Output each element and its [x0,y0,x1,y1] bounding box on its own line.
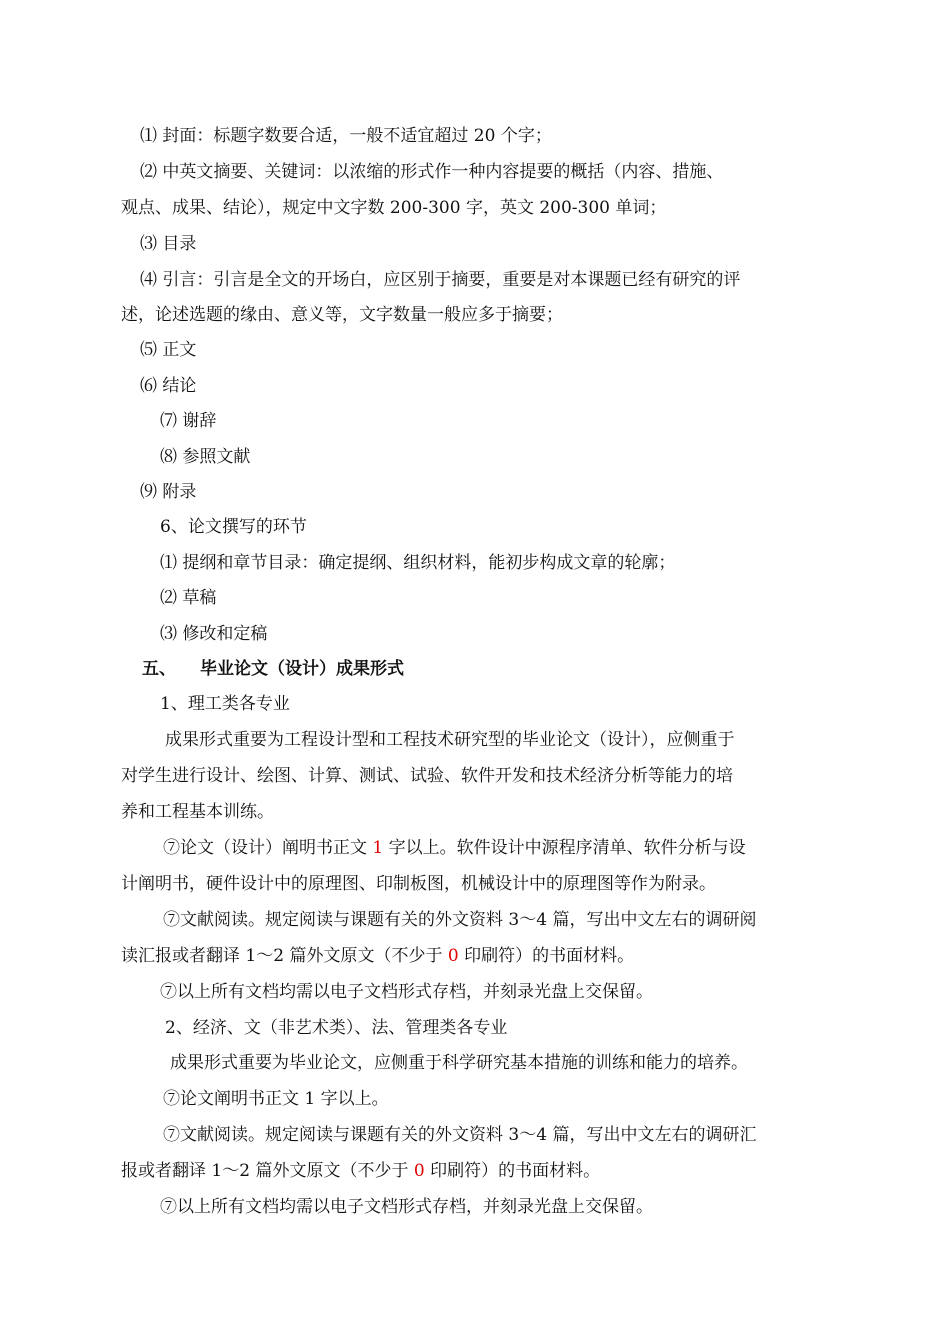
list-item-intro-cont: 述，论述选题的缘由、意义等，文字数量一般应多于摘要； [121,305,563,325]
list-item-draft: ⑵ 草稿 [160,588,217,608]
paragraph-engineering: 成果形式重要为工程设计型和工程技术研究型的毕业论文（设计），应侧重于 [165,730,735,750]
subsection-engineering: 1、理工类各专业 [160,694,290,714]
paragraph-economics: 成果形式重要为毕业论文，应侧重于科学研究基本措施的训练和能力的培养。 [170,1053,748,1073]
highlight-number: 1 [372,838,384,858]
item-archive-2: ⑦以上所有文档均需以电子文档形式存档，并刻录光盘上交保留。 [160,1197,653,1217]
list-item-intro: ⑷ 引言：引言是全文的开场白，应区别于摘要，重要是对本课题已经有研究的评 [140,270,741,290]
list-item-references: ⑻ 参照文献 [160,447,251,467]
heading-title: 毕业论文（设计）成果形式 [200,659,404,679]
list-item-abstract: ⑵ 中英文摘要、关键词：以浓缩的形式作一种内容提要的概括（内容、措施、 [140,162,724,182]
list-item-abstract-cont: 观点、成果、结论），规定中文字数 200-300 字，英文 200-300 单词； [121,198,667,218]
item-literature-2-cont: 报或者翻译 1～2 篇外文原文（不少于 0 印刷符）的书面材料。 [121,1161,601,1181]
list-item-revise: ⑶ 修改和定稿 [160,624,268,644]
list-item-toc: ⑶ 目录 [140,234,197,254]
item-archive: ⑦以上所有文档均需以电子文档形式存档，并刻录光盘上交保留。 [160,982,653,1002]
section-writing-steps: 6、论文撰写的环节 [160,517,307,537]
subsection-economics: 2、经济、文（非艺术类）、法、管理类各专业 [165,1018,508,1038]
item-thesis-length-2: ⑦论文阐明书正文 1 字以上。 [163,1089,389,1109]
highlight-number: 0 [447,946,459,966]
heading-number: 五、 [142,659,176,679]
item-thesis-length-cont: 计阐明书，硬件设计中的原理图、印制板图，机械设计中的原理图等作为附录。 [121,874,716,894]
list-item-conclusion: ⑹ 结论 [140,376,197,396]
paragraph-engineering-cont2: 养和工程基本训练。 [121,802,274,822]
item-thesis-length: ⑦论文（设计）阐明书正文 1 字以上。软件设计中源程序清单、软件分析与设 [163,838,746,858]
highlight-number: 0 [413,1161,425,1181]
item-literature-cont: 读汇报或者翻译 1～2 篇外文原文（不少于 0 印刷符）的书面材料。 [121,946,635,966]
paragraph-engineering-cont1: 对学生进行设计、绘图、计算、测试、试验、软件开发和技术经济分析等能力的培 [121,766,733,786]
list-item-appendix: ⑼ 附录 [140,482,197,502]
list-item-body: ⑸ 正文 [140,340,197,360]
item-literature-2: ⑦文献阅读。规定阅读与课题有关的外文资料 3～4 篇，写出中文左右的调研汇 [163,1125,757,1145]
item-literature: ⑦文献阅读。规定阅读与课题有关的外文资料 3～4 篇，写出中文左右的调研阅 [163,910,757,930]
list-item-thanks: ⑺ 谢辞 [160,411,217,431]
list-item-outline: ⑴ 提纲和章节目录：确定提纲、组织材料，能初步构成文章的轮廓； [160,553,676,573]
list-item-cover: ⑴ 封面：标题字数要合适，一般不适宜超过 20 个字； [140,126,552,146]
